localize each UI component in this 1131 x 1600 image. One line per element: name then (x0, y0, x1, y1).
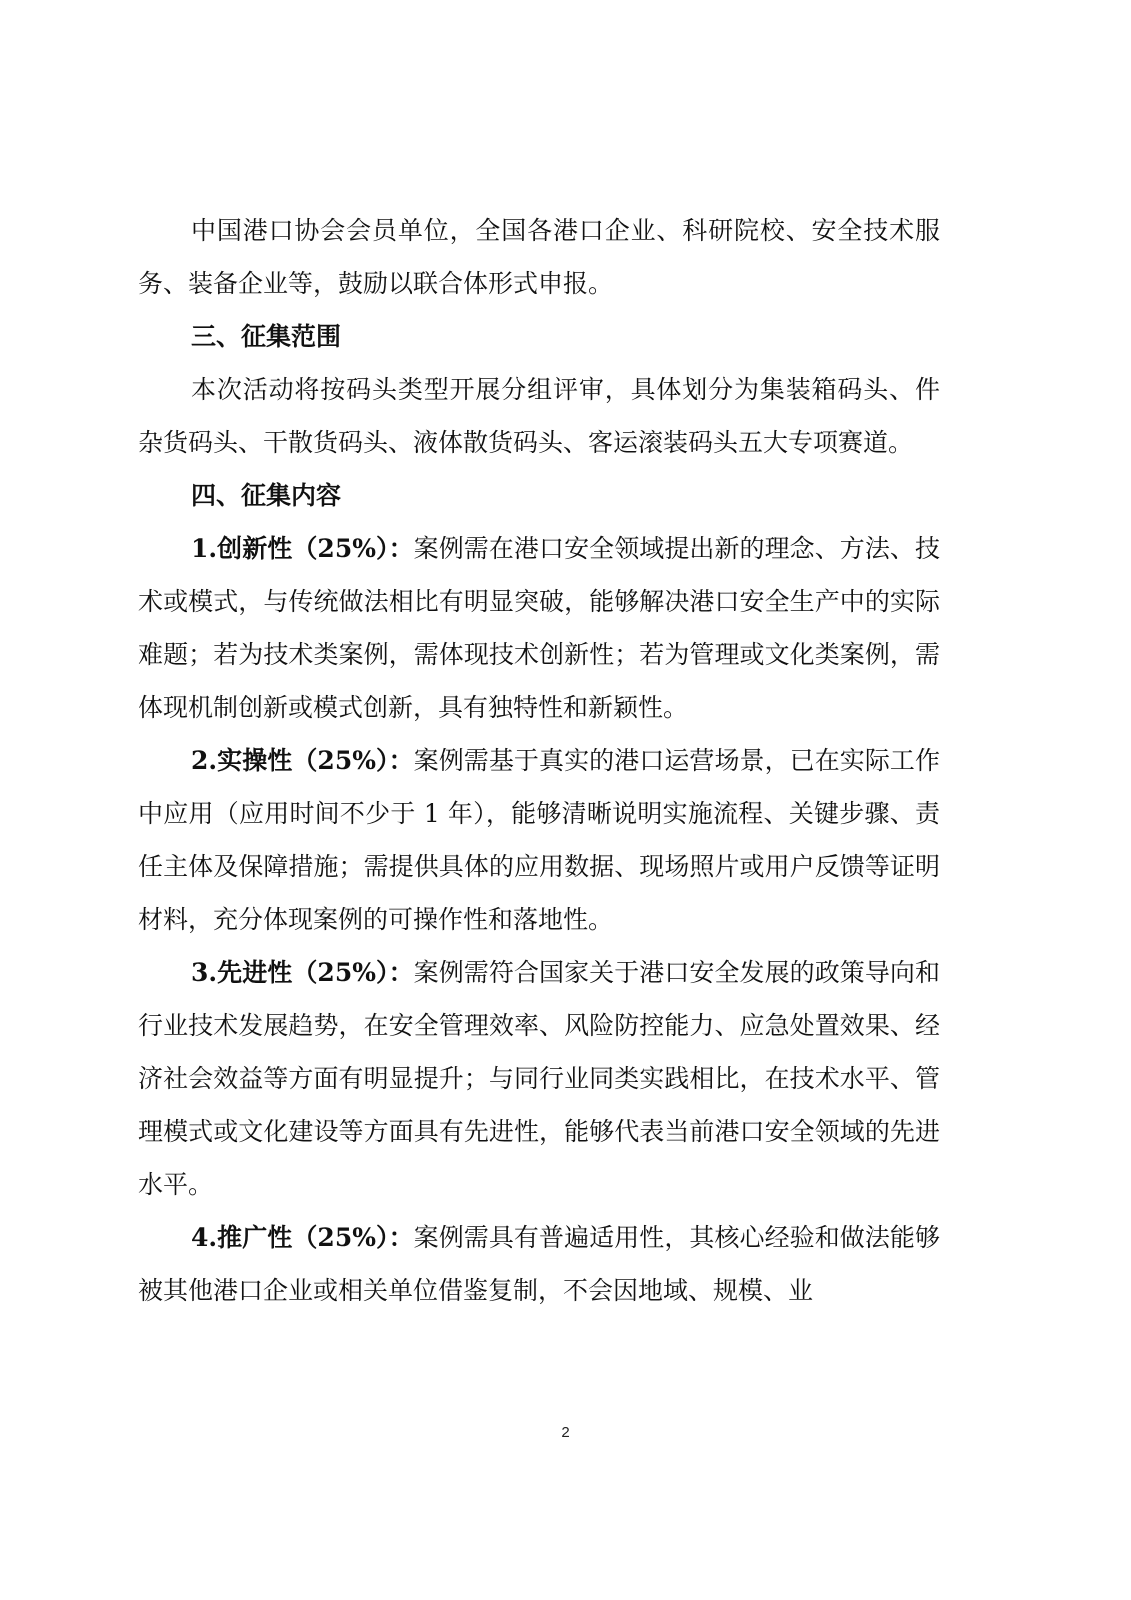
paragraph-scope: 本次活动将按码头类型开展分组评审，具体划分为集装箱码头、件杂货码头、干散货码头、液体散货码头、客运滚装码头五大专项赛道。 (138, 375, 940, 457)
criterion-text: 案例需具有普遍适用性，其核心经验和做法能够被其他港口企业或相关单位借鉴复制，不会因地域、规模、业 (138, 1223, 940, 1305)
page-number: 2 (561, 1424, 570, 1441)
criterion-text: 案例需符合国家关于港口安全发展的政策导向和行业技术发展趋势，在安全管理效率、风险防控能力、应急处置效果、经济社会效益等方面有明显提升；与同行业同类实践相比，在技术水平、管理模式或文化建设等方面具有先进性，能够代表当前港口安全领域的先进水平。 (138, 958, 940, 1199)
criterion-label: 4.推广性（25%）： (191, 1223, 414, 1252)
document-body (138, 204, 940, 1317)
criterion-text: 案例需基于真实的港口运营场景，已在实际工作中应用（应用时间不少于 1 年），能够清晰说明实施流程、关键步骤、责任主体及保障措施；需提供具体的应用数据、现场照片或用户反馈等证明材料，充分体现案例的可操作性和落地性。 (138, 746, 940, 934)
paragraph-applicants: 中国港口协会会员单位，全国各港口企业、科研院校、安全技术服务、装备企业等，鼓励以联合体形式申报。 (138, 216, 940, 298)
criterion-advancement (138, 946, 940, 1211)
criterion-label: 3.先进性（25%）： (191, 958, 414, 987)
criterion-text: 案例需在港口安全领域提出新的理念、方法、技术或模式，与传统做法相比有明显突破，能够解决港口安全生产中的实际难题；若为技术类案例，需体现技术创新性；若为管理或文化类案例，需体现机制创新或模式创新，具有独特性和新颖性。 (138, 534, 940, 722)
criterion-promotion (138, 1211, 940, 1317)
section-heading-content: 四、征集内容 (191, 481, 342, 510)
criterion-label: 2.实操性（25%）： (191, 746, 414, 775)
section-heading-scope: 三、征集范围 (191, 322, 342, 351)
criterion-practicality (138, 734, 940, 946)
criterion-label: 1.创新性（25%）： (191, 534, 414, 563)
criterion-innovation (138, 522, 940, 734)
